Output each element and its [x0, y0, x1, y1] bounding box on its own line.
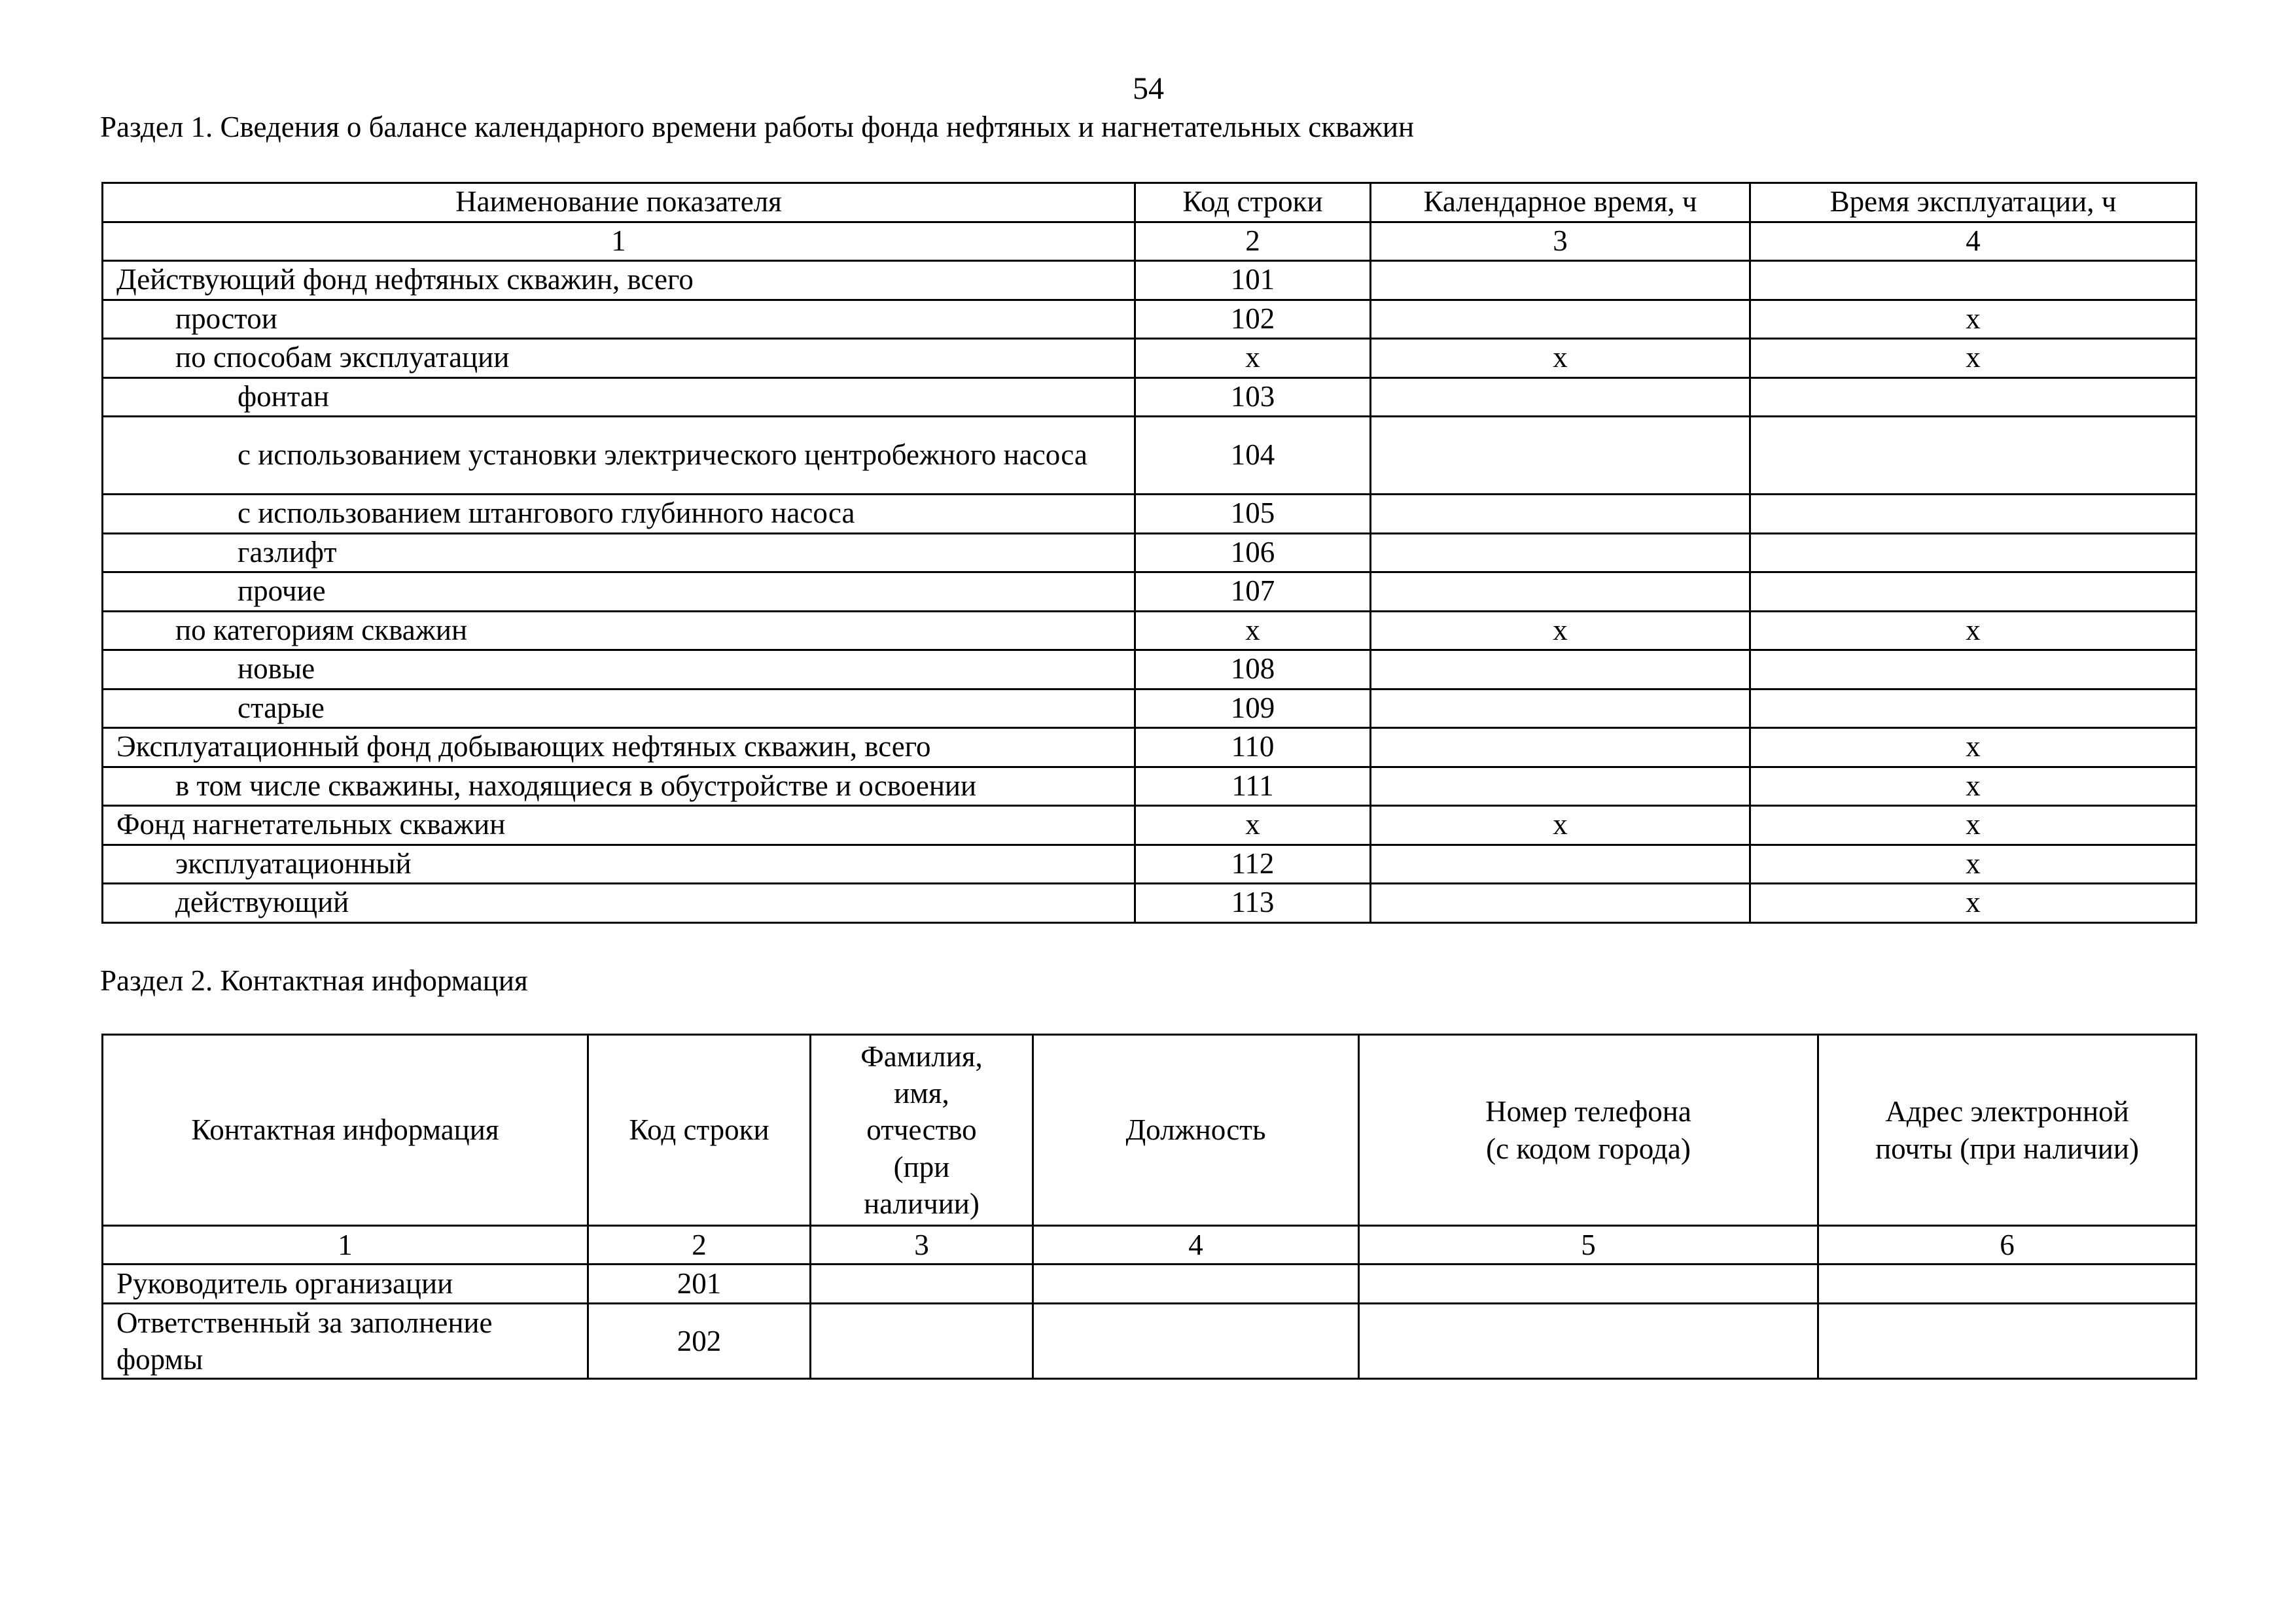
calendar-time-cell[interactable]	[1371, 417, 1750, 495]
position-cell[interactable]	[1033, 1265, 1359, 1303]
calendar-time-cell[interactable]	[1371, 650, 1750, 689]
header-position: Должность	[1033, 1035, 1359, 1226]
operation-time-cell[interactable]	[1750, 261, 2197, 300]
header-line: Номер телефона	[1485, 1095, 1691, 1128]
table-header-row	[103, 1035, 2197, 1226]
row-code: 108	[1135, 650, 1371, 689]
indicator-name: Действующий фонд нефтяных скважин, всего	[103, 261, 1135, 300]
table-row	[103, 377, 2197, 417]
header-phone	[1359, 1035, 1818, 1226]
operation-time-cell[interactable]	[1750, 533, 2197, 572]
calendar-time-cell[interactable]	[1371, 495, 1750, 534]
row-code: х	[1135, 339, 1371, 378]
indicator-name: фонтан	[103, 377, 1135, 417]
row-code: 109	[1135, 689, 1371, 728]
calendar-time-cell[interactable]	[1371, 377, 1750, 417]
table-row	[103, 1265, 2197, 1303]
table-row	[103, 495, 2197, 534]
table-row	[103, 806, 2197, 845]
full-name-cell[interactable]	[811, 1265, 1033, 1303]
operation-time-cell: х	[1750, 611, 2197, 650]
indicator-name: Эксплуатационный фонд добывающих нефтяных скважин, всего	[103, 728, 1135, 767]
indicator-name: в том числе скважины, находящиеся в обустройстве и освоении	[103, 767, 1135, 806]
table-row	[103, 533, 2197, 572]
contact-role: Ответственный за заполнение формы	[103, 1303, 588, 1379]
header-calendar-time: Календарное время, ч	[1371, 183, 1750, 222]
operation-time-cell: х	[1750, 339, 2197, 378]
table-row	[103, 261, 2197, 300]
contact-role: Руководитель организации	[103, 1265, 588, 1303]
calendar-time-cell: х	[1371, 339, 1750, 378]
column-number: 3	[811, 1226, 1033, 1265]
table-row	[103, 845, 2197, 884]
section-2-title: Раздел 2. Контактная информация	[100, 964, 528, 997]
column-number: 1	[103, 222, 1135, 261]
indicator-name: с использованием установки электрического центробежного насоса	[103, 417, 1135, 495]
calendar-time-cell[interactable]	[1371, 533, 1750, 572]
table-row	[103, 689, 2197, 728]
header-row-code: Код строки	[1135, 183, 1371, 222]
indicator-name: с использованием штангового глубинного насоса	[103, 495, 1135, 534]
header-line: (при	[893, 1150, 950, 1183]
indicator-name: прочие	[103, 572, 1135, 612]
operation-time-cell[interactable]	[1750, 377, 2197, 417]
header-line: наличии)	[864, 1187, 980, 1220]
table-row	[103, 884, 2197, 923]
phone-cell[interactable]	[1359, 1265, 1818, 1303]
indicator-name: газлифт	[103, 533, 1135, 572]
table-header-row	[103, 183, 2197, 222]
row-code: 102	[1135, 300, 1371, 339]
operation-time-cell: х	[1750, 884, 2197, 923]
table-row	[103, 572, 2197, 612]
operation-time-cell[interactable]	[1750, 417, 2197, 495]
row-code: 103	[1135, 377, 1371, 417]
indicator-name: простои	[103, 300, 1135, 339]
calendar-time-cell[interactable]	[1371, 884, 1750, 923]
calendar-time-cell[interactable]	[1371, 572, 1750, 612]
section-1-title: Раздел 1. Сведения о балансе календарного времени работы фонда нефтяных и нагнетательных скважин	[100, 111, 1415, 143]
column-number: 6	[1818, 1226, 2197, 1265]
header-line: (с кодом города)	[1486, 1132, 1691, 1165]
table-row	[103, 339, 2197, 378]
header-row-code: Код строки	[588, 1035, 811, 1226]
email-cell[interactable]	[1818, 1303, 2197, 1379]
column-number: 5	[1359, 1226, 1818, 1265]
calendar-time-cell: х	[1371, 806, 1750, 845]
header-line: имя,	[894, 1077, 949, 1110]
calendar-time-cell[interactable]	[1371, 728, 1750, 767]
table-row	[103, 417, 2197, 495]
operation-time-cell: х	[1750, 300, 2197, 339]
row-code: х	[1135, 806, 1371, 845]
table-row	[103, 650, 2197, 689]
calendar-time-cell[interactable]	[1371, 300, 1750, 339]
calendar-time-cell: х	[1371, 611, 1750, 650]
table-row	[103, 1303, 2197, 1379]
header-line: Фамилия,	[860, 1039, 983, 1073]
indicator-name: по способам эксплуатации	[103, 339, 1135, 378]
row-code: 105	[1135, 495, 1371, 534]
header-line: Адрес электронной	[1885, 1095, 2129, 1128]
header-operation-time: Время эксплуатации, ч	[1750, 183, 2197, 222]
header-line: почты (при наличии)	[1875, 1132, 2139, 1165]
indicator-name: Фонд нагнетательных скважин	[103, 806, 1135, 845]
indicator-name: по категориям скважин	[103, 611, 1135, 650]
position-cell[interactable]	[1033, 1303, 1359, 1379]
row-code: 201	[588, 1265, 811, 1303]
table-row	[103, 728, 2197, 767]
operation-time-cell: х	[1750, 767, 2197, 806]
full-name-cell[interactable]	[811, 1303, 1033, 1379]
calendar-time-cell[interactable]	[1371, 689, 1750, 728]
phone-cell[interactable]	[1359, 1303, 1818, 1379]
table-row	[103, 767, 2197, 806]
contact-info-table	[101, 1034, 2197, 1380]
indicator-name: эксплуатационный	[103, 845, 1135, 884]
column-number: 1	[103, 1226, 588, 1265]
header-line: отчество	[866, 1113, 977, 1147]
header-indicator-name: Наименование показателя	[103, 183, 1135, 222]
table-row	[103, 300, 2197, 339]
column-number: 3	[1371, 222, 1750, 261]
calendar-time-cell[interactable]	[1371, 767, 1750, 806]
row-code: х	[1135, 611, 1371, 650]
column-number: 4	[1033, 1226, 1359, 1265]
column-number: 2	[1135, 222, 1371, 261]
page-number: 54	[1133, 71, 1164, 106]
indicator-name: старые	[103, 689, 1135, 728]
row-code: 202	[588, 1303, 811, 1379]
indicator-name: новые	[103, 650, 1135, 689]
row-code: 104	[1135, 417, 1371, 495]
row-code: 101	[1135, 261, 1371, 300]
well-time-balance-table	[101, 182, 2197, 924]
operation-time-cell[interactable]	[1750, 689, 2197, 728]
header-contact-info: Контактная информация	[103, 1035, 588, 1226]
indicator-name: действующий	[103, 884, 1135, 923]
operation-time-cell[interactable]	[1750, 650, 2197, 689]
operation-time-cell: х	[1750, 806, 2197, 845]
column-number-row	[103, 222, 2197, 261]
column-number-row	[103, 1226, 2197, 1265]
row-code: 107	[1135, 572, 1371, 612]
table-row	[103, 611, 2197, 650]
operation-time-cell[interactable]	[1750, 572, 2197, 612]
row-code: 110	[1135, 728, 1371, 767]
calendar-time-cell[interactable]	[1371, 261, 1750, 300]
row-code: 111	[1135, 767, 1371, 806]
row-code: 113	[1135, 884, 1371, 923]
row-code: 112	[1135, 845, 1371, 884]
operation-time-cell: х	[1750, 728, 2197, 767]
calendar-time-cell[interactable]	[1371, 845, 1750, 884]
row-code: 106	[1135, 533, 1371, 572]
header-full-name	[811, 1035, 1033, 1226]
operation-time-cell[interactable]	[1750, 495, 2197, 534]
email-cell[interactable]	[1818, 1265, 2197, 1303]
column-number: 4	[1750, 222, 2197, 261]
header-email	[1818, 1035, 2197, 1226]
column-number: 2	[588, 1226, 811, 1265]
operation-time-cell: х	[1750, 845, 2197, 884]
